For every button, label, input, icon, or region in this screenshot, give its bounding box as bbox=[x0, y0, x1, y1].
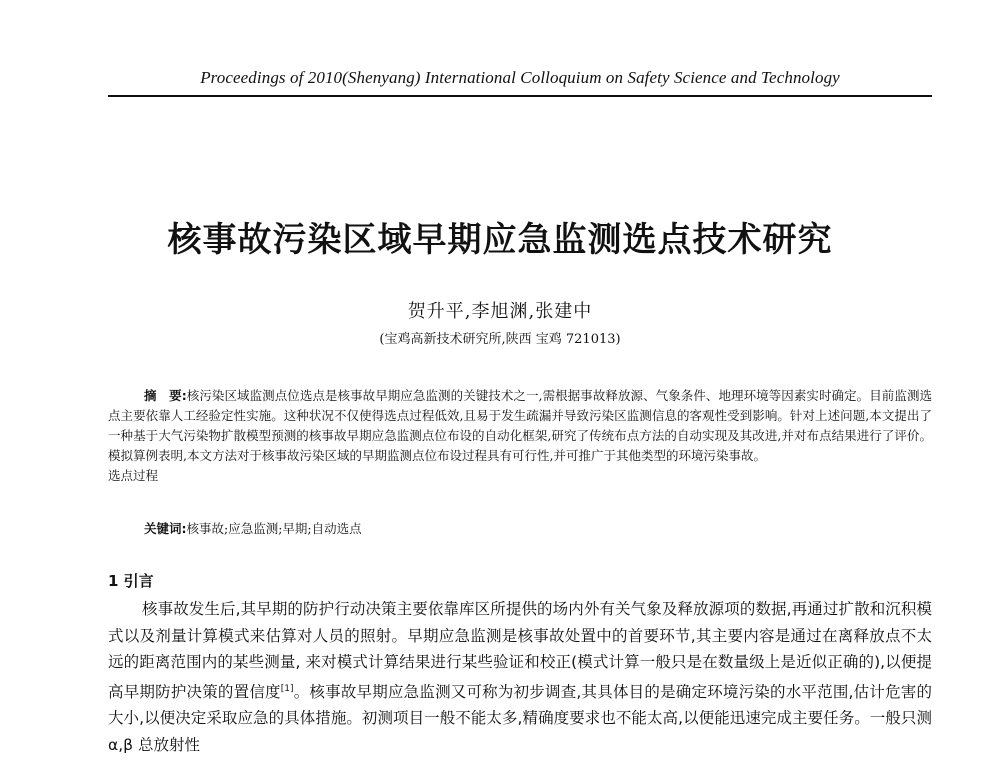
keywords-text: 核事故;应急监测;早期;自动选点 bbox=[186, 521, 362, 536]
header-rule bbox=[108, 95, 932, 97]
paragraph-text-part2: 。核事故早期应急监测又可称为初步调查,其具体目的是确定环境污染的水平范围,估计危害的大小,以便决定采取应急的具体措施。初测项目一般不能太多,精确度要求也不能太高,以便能迅速完成主要任务。一般只测 α,β 总放射性 bbox=[108, 682, 932, 754]
section-heading-introduction: 1 引言 bbox=[108, 572, 154, 590]
abstract bbox=[108, 386, 932, 486]
paper-authors: 贺升平,李旭渊,张建中 bbox=[407, 301, 593, 322]
introduction-paragraph bbox=[108, 596, 932, 758]
paper-affiliation: (宝鸡高新技术研究所,陕西 宝鸡 721013) bbox=[379, 332, 621, 347]
abstract-stray-line: 选点过程 bbox=[108, 468, 159, 483]
abstract-label: 摘 要: bbox=[144, 388, 187, 403]
paragraph-text-part1: 核事故发生后,其早期的防护行动决策主要依靠库区所提供的场内外有关气象及释放源项的数据,再通过扩散和沉积模式以及剂量计算模式来估算对人员的照射。早期应急监测是核事故处置中的首要环节,其主要内容是通过在离释放点不太远的距离范围内的某些测量, 来对模式计算结果进行某些验证和校正(模式计算一般只是在数量级上是近似正确的),以便提高早期防护决策的置信度 bbox=[108, 600, 932, 701]
citation-marker: [1] bbox=[280, 683, 294, 694]
paper-title: 核事故污染区域早期应急监测选点技术研究 bbox=[167, 220, 833, 260]
keywords-label: 关键词: bbox=[144, 521, 187, 536]
abstract-text: 核污染区域监测点位选点是核事故早期应急监测的关键技术之一,需根据事故释放源、气象条件、地理环境等因素实时确定。目前监测选点主要依靠人工经验定性实施。这种状况不仅使得选点过程低效,且易于发生疏漏并导致污染区监测信息的客观性受到影响。针对上述问题,本文提出了一种基于大气污染物扩散模型预测的核事故早期应急监测点位布设的自动化框架,研究了传统布点方法的自动实现及其改进,并对布点结果进行了评价。模拟算例表明,本文方法对于核事故污染区域的早期监测点位布设过程具有可行性,并可推广于其他类型的环境污染事故。 bbox=[108, 388, 933, 463]
keywords bbox=[108, 519, 932, 539]
running-header: Proceedings of 2010(Shenyang) International Colloquium on Safety Science and Technology bbox=[200, 68, 840, 87]
